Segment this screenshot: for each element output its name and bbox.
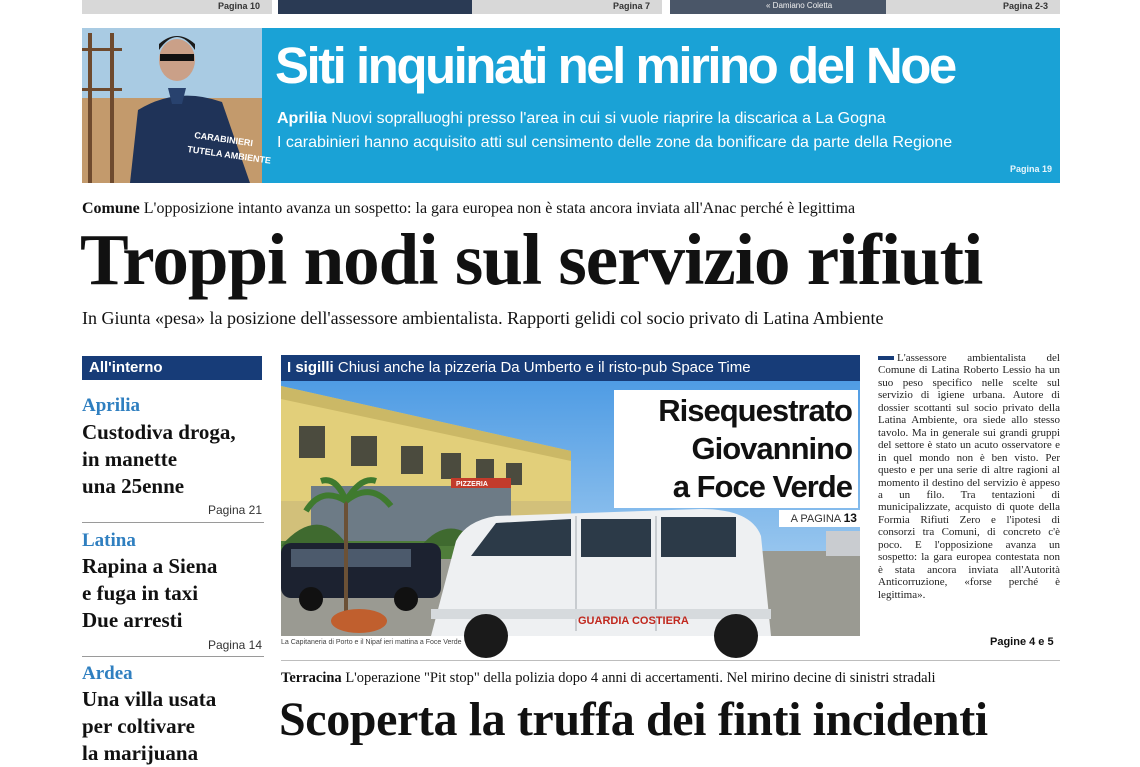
sidebar-divider bbox=[82, 522, 264, 523]
photo-headline-line: Giovannino bbox=[691, 431, 852, 466]
lead-marker bbox=[878, 356, 894, 360]
body-page-ref: Pagine 4 e 5 bbox=[990, 636, 1054, 648]
body-text: L'assessore ambientalista del Comune di Latina Roberto Lessio ha un suo peso specifico nelle scelte sul servizio di igiene urbana. Autore di dossier scottanti sul socio privato della Latina Ambiente, ora siede allo stesso tavolo. Ma in generale sui grandi gruppi del settore è stato un acuto osservatore e in quel mondo non è ben visto. Per questo e per una serie di altre ragioni al momento il destino del servizio è appeso a un filo. Tra tentazioni di municipalizzate, acquisto di quote della Formia Rifiuti Zero e l'ipotesi di consorzi tra Comuni, di concreto c'è poco. E l'opposizione avanza un sospetto: la gara europea contestata non è stata ancora inviata all'Autorità Anticorruzione, «forse perché è legittima». bbox=[878, 352, 1060, 601]
title-line: Rapina a Siena bbox=[82, 554, 218, 578]
banner-kicker: Aprilia bbox=[277, 110, 327, 127]
main-kicker-text: L'opposizione intanto avanza un sospetto: la gara europea non è stata ancora inviata all'Anac perché è legittima bbox=[143, 200, 856, 217]
banner-headline: Siti inquinati nel mirino del Noe bbox=[275, 37, 955, 94]
sidebar-item-kicker: Aprilia bbox=[82, 395, 141, 416]
title-line: e fuga in taxi bbox=[82, 581, 199, 605]
banner-page-ref: Pagina 19 bbox=[1010, 164, 1053, 174]
teaser-photo-credit: « Damiano Coletta bbox=[766, 1, 833, 10]
teaser-photo-left bbox=[278, 0, 472, 14]
title-line: Una villa usata bbox=[82, 687, 217, 711]
title-line: una 25enne bbox=[82, 474, 185, 498]
photo-page-number: 13 bbox=[843, 511, 857, 525]
sidebar-item-page: Pagina 21 bbox=[207, 503, 262, 517]
top-strip bbox=[0, 0, 1140, 16]
sidebar-divider bbox=[82, 656, 264, 657]
photo-headline-line: a Foce Verde bbox=[672, 469, 852, 504]
bottom-headline: Scoperta la truffa dei finti incidenti bbox=[279, 693, 988, 746]
photo-page-ref bbox=[779, 510, 860, 527]
sidebar-item-title bbox=[82, 419, 264, 500]
sidebar-item-kicker: Latina bbox=[82, 530, 136, 551]
title-line: in manette bbox=[82, 447, 178, 471]
banner-line-1-text: Nuovi sopralluoghi presso l'area in cui si vuole riaprire la discarica a La Gogna bbox=[331, 110, 886, 127]
title-line: Due arresti bbox=[82, 608, 183, 632]
teaser-page-middle: Pagina 7 bbox=[613, 1, 651, 11]
van-text: GUARDIA COSTIERA bbox=[578, 615, 689, 627]
storefront-sign: PIZZERIA bbox=[456, 481, 488, 488]
photo-story-kicker: I sigilli bbox=[287, 359, 334, 376]
section-divider bbox=[281, 660, 1060, 661]
teaser-page-right: Pagina 2-3 bbox=[1003, 1, 1049, 11]
main-kicker-label: Comune bbox=[82, 200, 140, 217]
sidebar-header-label: All'interno bbox=[89, 359, 163, 376]
main-headline: Troppi nodi sul servizio rifiuti bbox=[80, 219, 983, 300]
svg-text:TUTELA AMBIENTE: TUTELA AMBIENTE bbox=[186, 144, 272, 166]
sidebar-item-title bbox=[82, 553, 264, 634]
main-subhead: In Giunta «pesa» la posizione dell'assessore ambientalista. Rapporti gelidi col socio privato di Latina Ambiente bbox=[82, 308, 884, 328]
photo-credit: La Capitaneria di Porto e il Nipaf ieri mattina a Foce Verde bbox=[281, 639, 462, 646]
photo-page-prefix: A PAGINA bbox=[790, 513, 841, 525]
sidebar-item-title bbox=[82, 686, 264, 767]
body-column bbox=[878, 352, 1060, 601]
sidebar-header bbox=[82, 356, 262, 380]
sidebar-item-kicker: Ardea bbox=[82, 663, 133, 684]
banner-photo bbox=[82, 28, 272, 183]
title-line: la marijuana bbox=[82, 741, 199, 765]
carabiniere-illustration bbox=[82, 28, 272, 183]
photo-story-bar bbox=[281, 355, 860, 381]
bottom-kicker bbox=[281, 670, 936, 687]
photo-headline-box bbox=[614, 390, 858, 508]
bottom-kicker-text: L'operazione "Pit stop" della polizia dopo 4 anni di accertamenti. Nel mirino decine di sinistri stradali bbox=[345, 670, 936, 686]
banner-line-2: I carabinieri hanno acquisito atti sul censimento delle zone da bonificare da parte della Regione bbox=[277, 134, 953, 151]
sidebar-item-page: Pagina 14 bbox=[207, 638, 262, 652]
title-line: per coltivare bbox=[82, 714, 195, 738]
photo-headline-line: Risequestrato bbox=[658, 393, 852, 428]
main-kicker bbox=[82, 200, 855, 218]
photo-story-bar-text: Chiusi anche la pizzeria Da Umberto e il risto-pub Space Time bbox=[337, 359, 751, 376]
bottom-kicker-label: Terracina bbox=[281, 670, 342, 686]
banner-line-1 bbox=[277, 110, 886, 128]
svg-text:CARABINIERI: CARABINIERI bbox=[193, 130, 254, 149]
teaser-page-left: Pagina 10 bbox=[218, 1, 261, 11]
title-line: Custodiva droga, bbox=[82, 420, 236, 444]
